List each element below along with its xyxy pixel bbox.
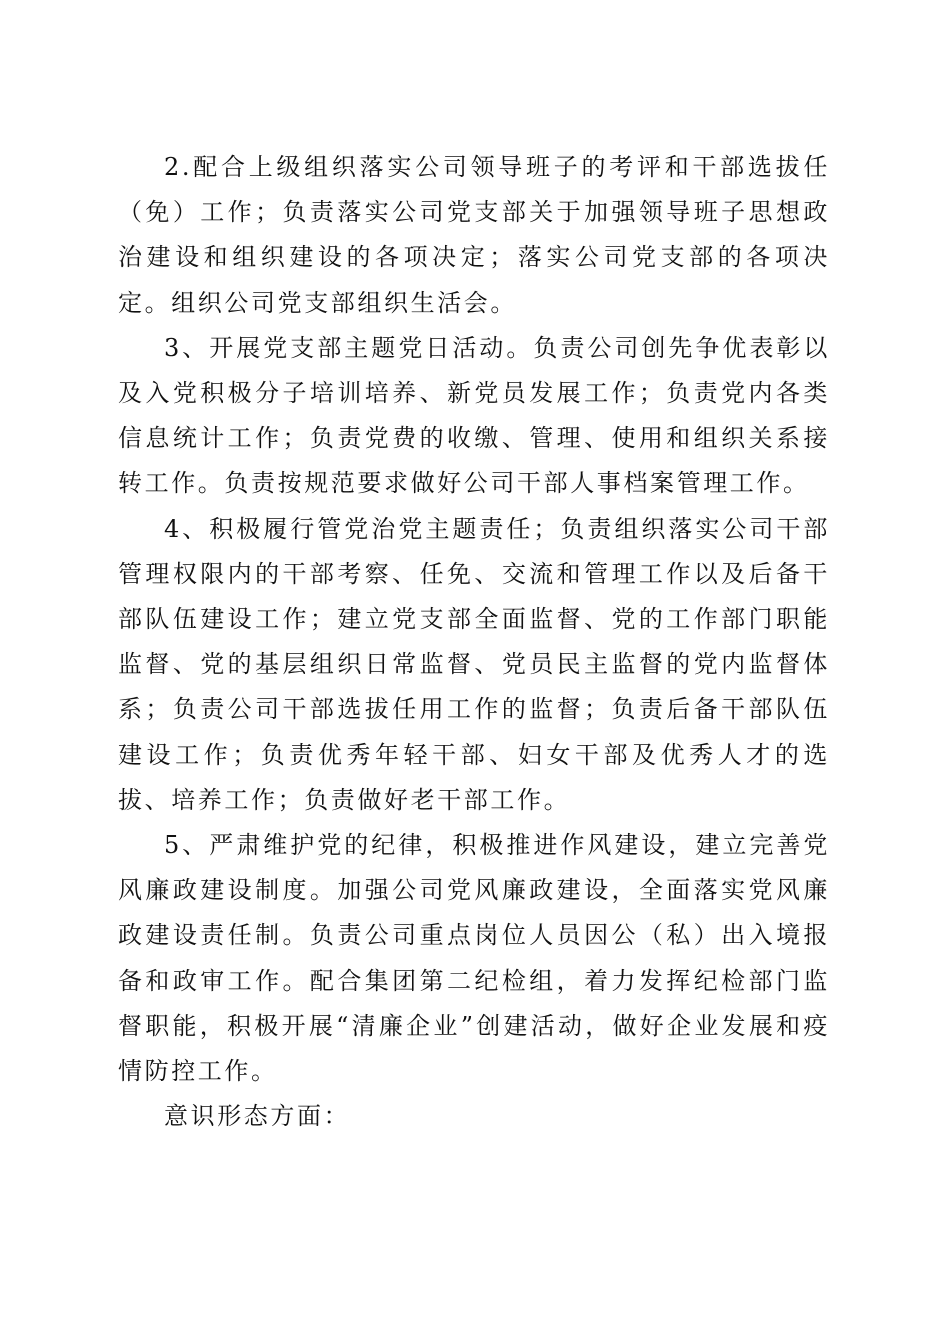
section-heading-ideology: 意识形态方面： — [164, 1102, 351, 1131]
paragraph-item-3: 3、开展党支部主题党日活动。负责公司创先争优表彰以及入党积极分子培训培养、新党员发展工作；负责党内各类信息统计工作；负责党费的收缴、管理、使用和组织关系接转工作。负责按规范要求做好公司干部人事档案管理工作。 — [118, 333, 830, 498]
document-body — [118, 145, 830, 1139]
paragraph-item-5: 5、严肃维护党的纪律，积极推进作风建设，建立完善党风廉政建设制度。加强公司党风廉政建设，全面落实党风廉政建设责任制。负责公司重点岗位人员因公（私）出入境报备和政审工作。配合集团第二纪检组，着力发挥纪检部门监督职能，积极开展“清廉企业”创建活动，做好企业发展和疫情防控工作。 — [118, 831, 830, 1086]
paragraph-item-4: 4、积极履行管党治党主题责任；负责组织落实公司干部管理权限内的干部考察、任免、交流和管理工作以及后备干部队伍建设工作；建立党支部全面监督、党的工作部门职能监督、党的基层组织日常监督、党员民主监督的党内监督体系；负责公司干部选拔任用工作的监督；负责后备干部队伍建设工作；负责优秀年轻干部、妇女干部及优秀人才的选拔、培养工作；负责做好老干部工作。 — [118, 514, 830, 814]
paragraph-item-2: 2.配合上级组织落实公司领导班子的考评和干部选拔任（免）工作；负责落实公司党支部关于加强领导班子思想政治建设和组织建设的各项决定；落实公司党支部的各项决定。组织公司党支部组织生活会。 — [118, 153, 830, 317]
